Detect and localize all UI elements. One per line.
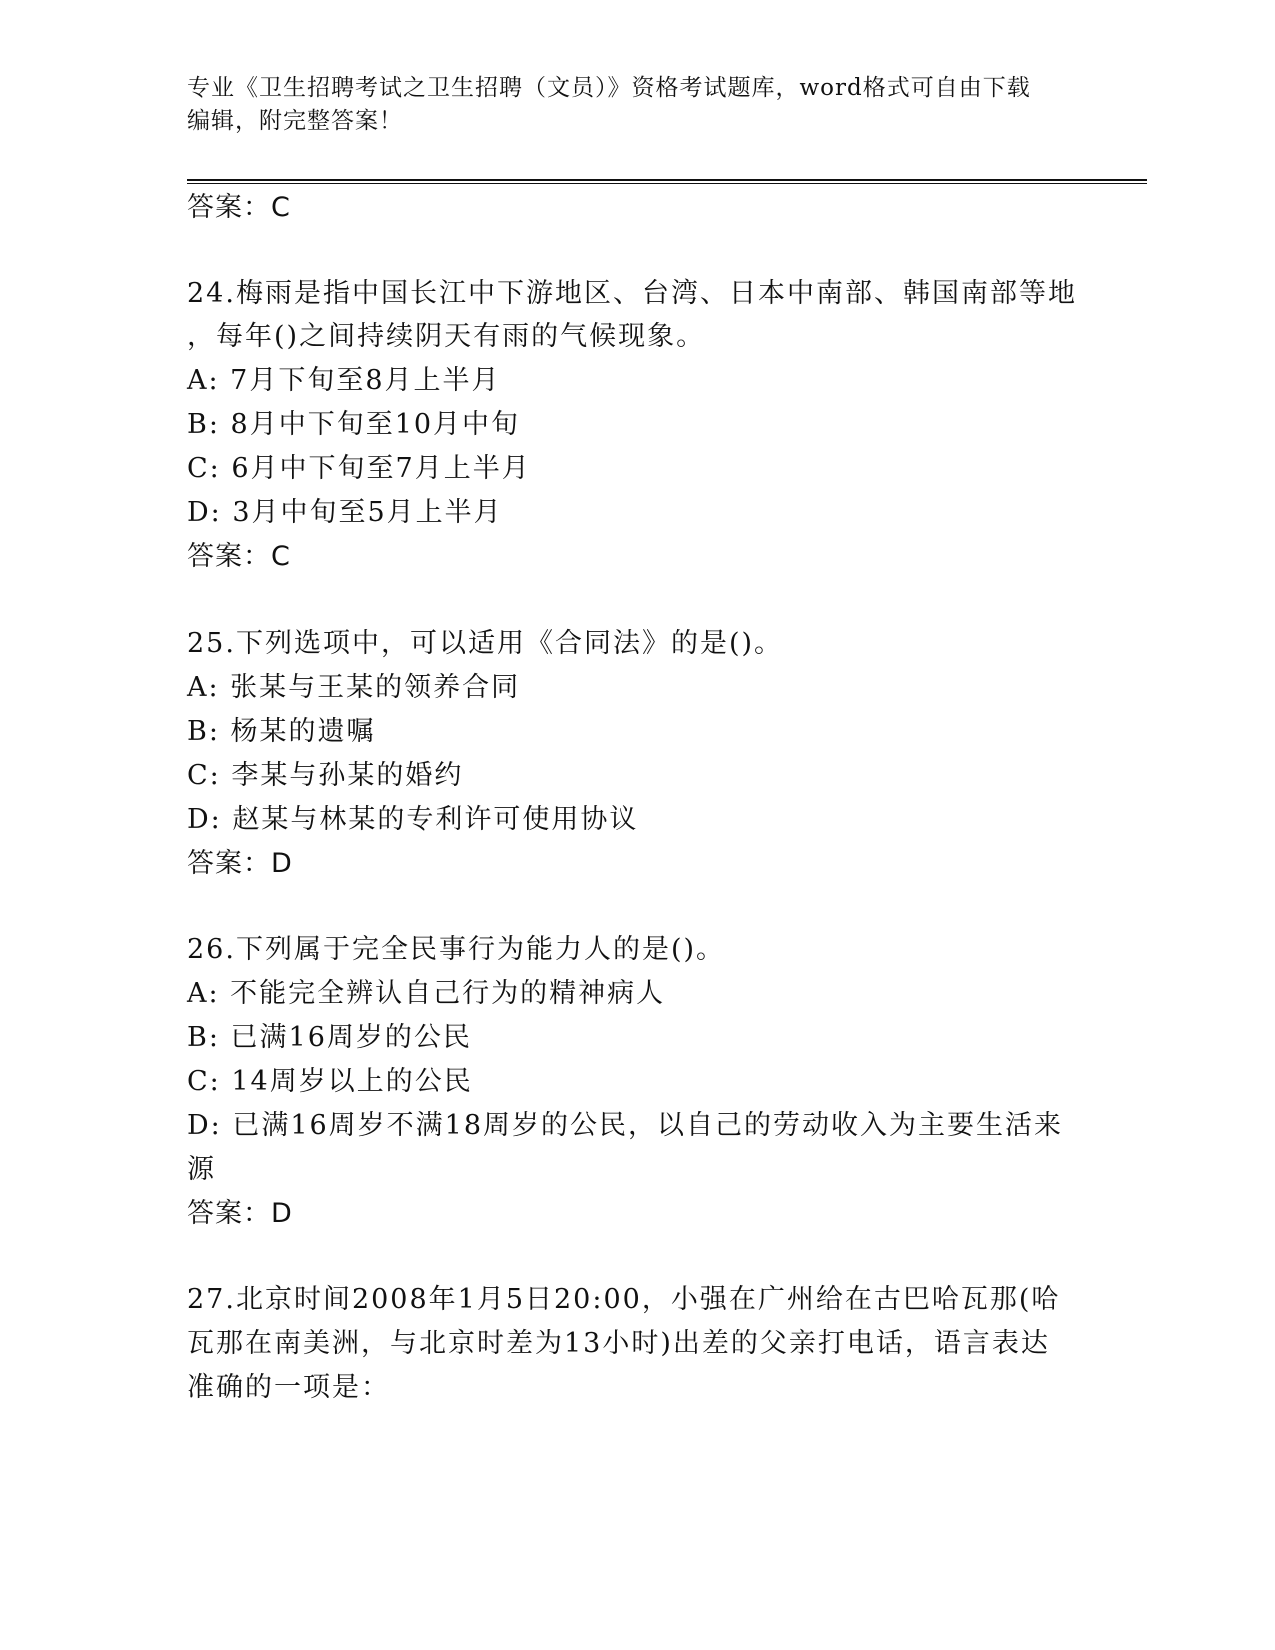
question-26-option-b: B: 已满16周岁的公民 (187, 1022, 472, 1053)
document-header (187, 72, 1087, 138)
question-26-stem-1: 26.下列属于完全民事行为能力人的是()。 (187, 934, 726, 965)
question-27-stem-3: 准确的一项是： (187, 1372, 390, 1403)
question-24-option-c: C: 6月中下旬至7月上半月 (187, 453, 531, 484)
question-27-stem-2: 瓦那在南美洲，与北京时差为13小时)出差的父亲打电话，语言表达 (187, 1328, 1050, 1359)
question-25-option-d: D: 赵某与林某的专利许可使用协议 (187, 804, 639, 835)
question-24-option-d: D: 3月中旬至5月上半月 (187, 497, 503, 528)
question-26-option-d-continued: 源 (187, 1154, 216, 1185)
question-26-answer: 答案：D (187, 1198, 293, 1229)
question-24-stem-1: 24.梅雨是指中国长江中下游地区、台湾、日本中南部、韩国南部等地 (187, 278, 1077, 309)
header-divider (187, 179, 1147, 181)
question-25-option-b: B: 杨某的遗嘱 (187, 716, 376, 747)
question-25-stem-1: 25.下列选项中，可以适用《合同法》的是()。 (187, 628, 784, 659)
question-24-option-b: B: 8月中下旬至10月中旬 (187, 409, 521, 440)
header-divider-thin (187, 183, 1147, 184)
question-25-option-a: A: 张某与王某的领养合同 (187, 672, 521, 703)
question-25-answer: 答案：D (187, 848, 293, 879)
question-24-stem-2: ，每年()之间持续阴天有雨的气候现象。 (187, 321, 706, 352)
question-26-option-c: C: 14周岁以上的公民 (187, 1066, 473, 1097)
question-26-option-d: D: 已满16周岁不满18周岁的公民，以自己的劳动收入为主要生活来 (187, 1110, 1064, 1141)
header-line-1: 专业《卫生招聘考试之卫生招聘（文员）》资格考试题库，word格式可自由下载 (187, 75, 1031, 101)
question-26-option-a: A: 不能完全辨认自己行为的精神病人 (187, 978, 666, 1009)
answer-previous: 答案：C (187, 192, 291, 223)
question-27-stem-1: 27.北京时间2008年1月5日20:00，小强在广州给在古巴哈瓦那(哈 (187, 1284, 1061, 1315)
header-line-2: 编辑，附完整答案！ (187, 108, 403, 134)
question-24-answer: 答案：C (187, 541, 291, 572)
question-24-option-a: A: 7月下旬至8月上半月 (187, 365, 501, 396)
question-25-option-c: C: 李某与孙某的婚约 (187, 760, 464, 791)
